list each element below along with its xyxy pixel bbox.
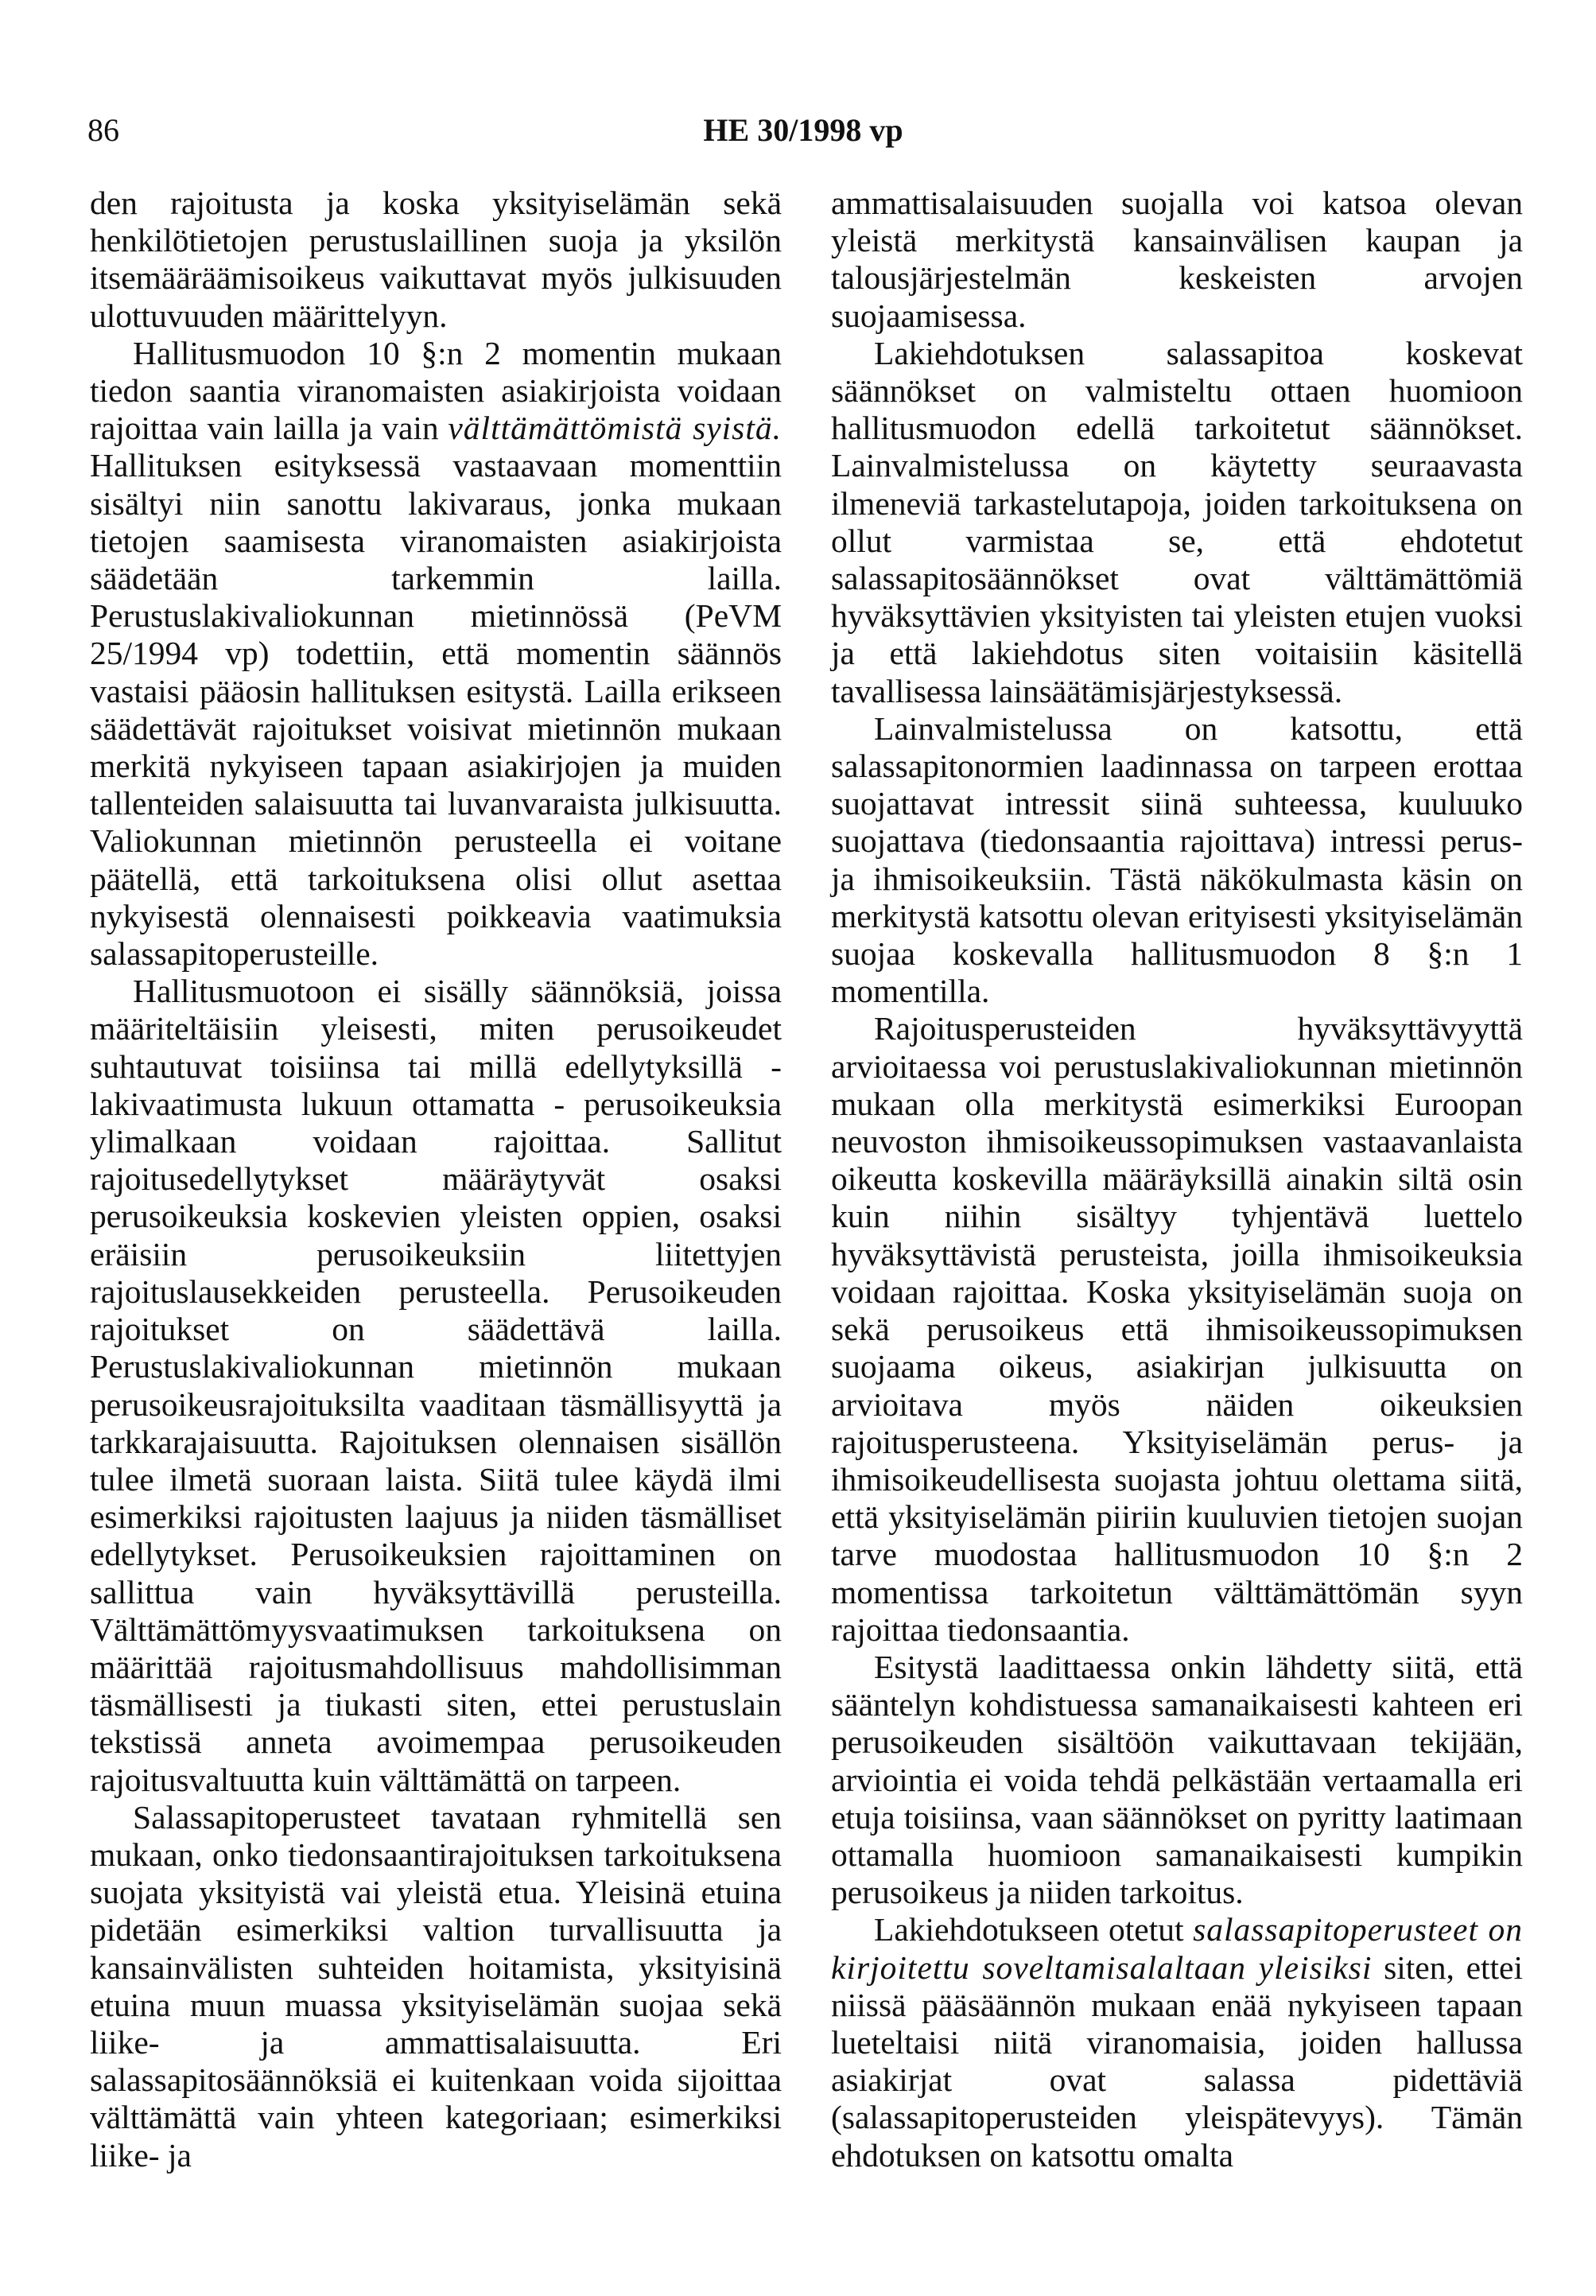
emphasis-text: välttämättömistä syistä. <box>448 410 782 447</box>
paragraph: Lakiehdotuksen salassapitoa koskevat säännökset on valmisteltu ottaen huomioon hallitusmuodon edellä tarkoitetut säännökset. Lainvalmistelussa on käytetty seuraavasta ilmeneviä tarkastelutapoja, joiden tarkoituksena on ollut varmistaa se, että ehdotetut salassapitosäännökset ovat välttämättömiä hyväksyttävien yksityisten tai yleisten etujen vuoksi ja että lakiehdotus siten voitaisiin käsitellä tavallisessa lainsäätämisjärjestyksessä. <box>831 334 1523 709</box>
page-header <box>87 111 1519 159</box>
paragraph-text: Hallitusmuodon 10 §:n 2 momentin mukaan tiedon saantia viranomaisten asiakirjoista voidaan rajoittaa vain lailla ja vain <box>90 334 782 447</box>
paragraph: Salassapitoperusteet tavataan ryhmitellä sen mukaan, onko tiedonsaantirajoituksen tarkoituksena suojata yksityistä vai yleistä etua. Yleisinä etuina pidetään esimerkiksi valtion turvallisuutta ja kansainvälisten suhteiden hoitamista, yksityisinä etuina muun muassa yksityiselämän suojaa sekä liike- ja ammattisalaisuutta. Eri salassapitosäännöksiä ei kuitenkaan voida sijoittaa välttämättä vain yhteen kategoriaan; esimerkiksi liike- ja <box>90 1798 782 2174</box>
left-column <box>90 185 782 2174</box>
paragraph <box>831 1911 1523 2174</box>
paragraph-text: siten, ettei niissä pääsäännön mukaan enää nykyiseen tapaan lueteltaisi niitä viranomaisia, joiden hallussa asiakirjat ovat salassa pidettäviä (salassapitoperusteiden yleispätevyys). Tämän ehdotuksen on katsottu omalta <box>831 1948 1524 2174</box>
paragraph: Esitystä laadittaessa onkin lähdetty siitä, että sääntelyn kohdistuessa samanaikaisesti kahteen eri perusoikeuden sisältöön vaikuttavaan tekijään, arviointia ei voida tehdä pelkästään vertaamalla eri etuja toisiinsa, vaan säännökset on pyritty laatimaan ottamalla huomioon samanaikaisesti kumpikin perusoikeus ja niiden tarkoitus. <box>831 1648 1523 1911</box>
paragraph: den rajoitusta ja koska yksityiselämän sekä henkilötietojen perustuslaillinen suoja ja yksilön itsemääräämisoikeus vaikuttavat myös julkisuuden ulottuvuuden määrittelyyn. <box>90 185 782 334</box>
paragraph <box>90 335 782 973</box>
document-id: HE 30/1998 vp <box>703 112 903 148</box>
paragraph: ammattisalaisuuden suojalla voi katsoa olevan yleistä merkitystä kansainvälisen kaupan ja talousjärjestelmän keskeisten arvojen suojaamisessa. <box>831 185 1523 334</box>
page-number: 86 <box>87 112 119 148</box>
paragraph: Lainvalmistelussa on katsottu, että salassapitonormien laadinnassa on tarpeen erottaa suojattavat intressit siinä suhteessa, kuuluuko suojattava (tiedonsaantia rajoittava) intressi perus- ja ihmisoikeuksiin. Tästä näkökulmasta käsin on merkitystä katsottu olevan erityisesti yksityiselämän suojaa koskevalla hallitusmuodon 8 §:n 1 momentilla. <box>831 709 1523 1010</box>
emphasis-text: salassapitoperusteet on kirjoitettu soveltamisalaltaan yleisiksi <box>831 1911 1523 1986</box>
paragraph-text: Hallituksen esityksessä vastaavaan momenttiin sisältyi niin sanottu lakivaraus, jonka mukaan tietojen saamisesta viranomaisten asiakirjoista säädetään tarkemmin lailla. Perustuslakivaliokunnan mietinnössä (PeVM 25/1994 vp) todettiin, että momentin säännös vastaisi pääosin hallituksen esitystä. Lailla erikseen säädettävät rajoitukset voisivat mietinnön mukaan merkitä nykyiseen tapaan asiakirjojen ja muiden tallenteiden salaisuutta tai luvanvaraista julkisuutta. Valiokunnan mietinnön perusteella ei voitane päätellä, että tarkoituksena olisi ollut asettaa nykyisestä olennaisesti poikkeavia vaatimuksia salassapitoperusteille. <box>90 447 782 973</box>
paragraph-text: Lakiehdotukseen otetut <box>874 1911 1194 1948</box>
paragraph: Hallitusmuotoon ei sisälly säännöksiä, joissa määriteltäisiin yleisesti, miten perusoikeudet suhtautuvat toisiinsa tai millä edellytyksillä - lakivaatimusta lukuun ottamatta - perusoikeuksia ylimalkaan voidaan rajoittaa. Sallitut rajoitusedellytykset määräytyvät osaksi perusoikeuksia koskevien yleisten oppien, osaksi eräisiin perusoikeuksiin liitettyjen rajoituslausekkeiden perusteella. Perusoikeuden rajoitukset on säädettävä lailla. Perustuslakivaliokunnan mietinnön mukaan perusoikeusrajoituksilta vaaditaan täsmällisyyttä ja tarkkarajaisuutta. Rajoituksen olennaisen sisällön tulee ilmetä suoraan laista. Siitä tulee käydä ilmi esimerkiksi rajoitusten laajuus ja niiden täsmälliset edellytykset. Perusoikeuksien rajoittaminen on sallittua vain hyväksyttävillä perusteilla. Välttämättömyysvaatimuksen tarkoituksena on määrittää rajoitusmahdollisuus mahdollisimman täsmällisesti ja tiukasti siten, ettei perustuslain tekstissä anneta avoimempaa perusoikeuden rajoitusvaltuutta kuin välttämättä on tarpeen. <box>90 973 782 1798</box>
paragraph: Rajoitusperusteiden hyväksyttävyyttä arvioitaessa voi perustuslakivaliokunnan mietinnön mukaan olla merkitystä esimerkiksi Euroopan neuvoston ihmisoikeussopimuksen vastaavanlaista oikeutta koskevilla määräyksillä ainakin siltä osin kuin niihin sisältyy tyhjentävä luettelo hyväksyttävistä perusteista, joilla ihmisoikeuksia voidaan rajoittaa. Koska yksityiselämän suoja on sekä perusoikeus että ihmisoikeussopimuksen suojaama oikeus, asiakirjan julkisuutta on arvioitava myös näiden oikeuksien rajoitusperusteena. Yksityiselämän perus- ja ihmisoikeudellisesta suojasta johtuu olettama siitä, että yksityiselämän piiriin kuuluvien tietojen suojan tarve muodostaa hallitusmuodon 10 §:n 2 momentissa tarkoitetun välttämättömän syyn rajoittaa tiedonsaantia. <box>831 1010 1523 1648</box>
right-column <box>831 185 1523 2174</box>
